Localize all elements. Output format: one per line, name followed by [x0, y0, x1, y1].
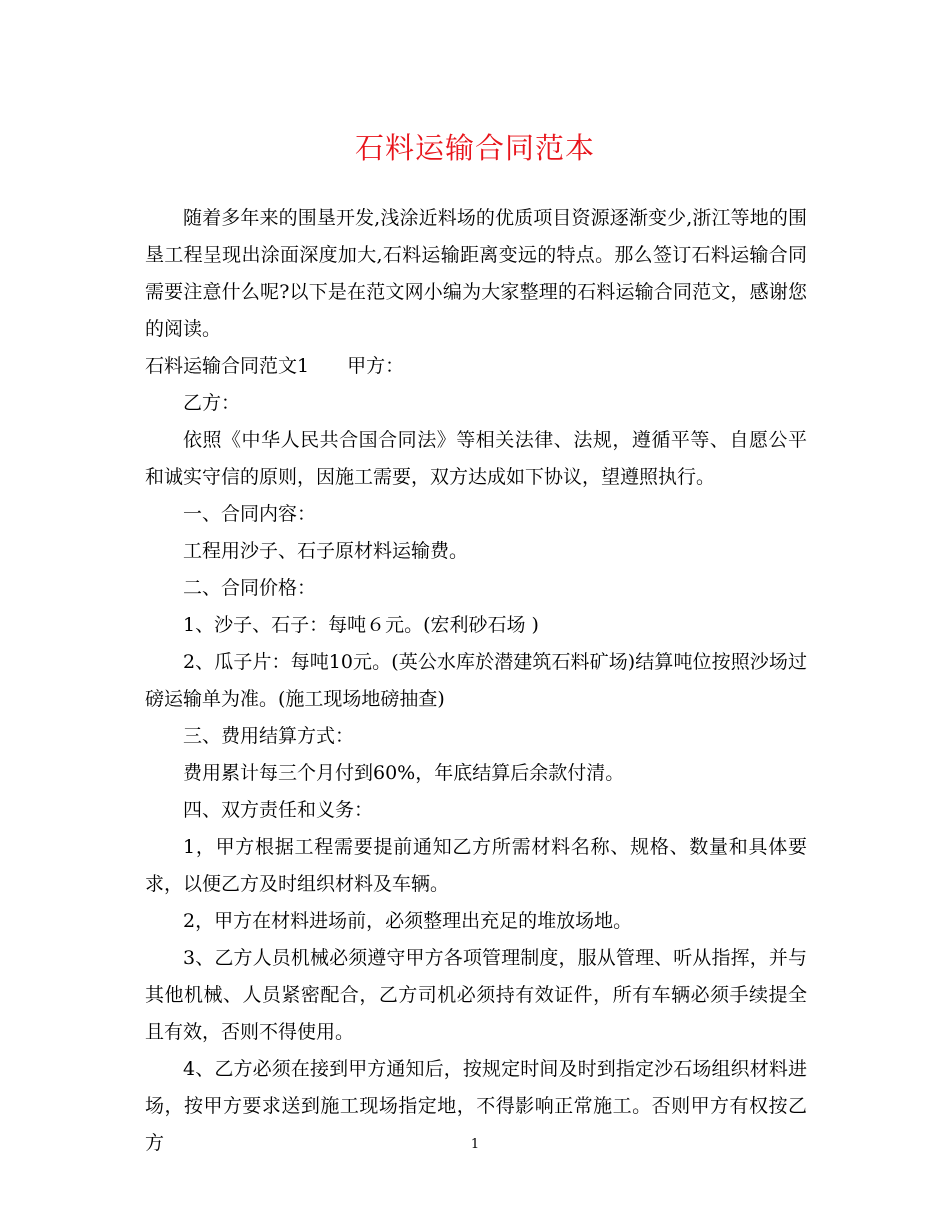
- party-a-label: 甲方：: [347, 355, 405, 377]
- section1-heading: 一、合同内容：: [183, 503, 317, 525]
- duty-item-2: 2，甲方在材料进场前，必须整理出充足的堆放场地。: [183, 910, 633, 932]
- duty-item-3: 3、乙方人员机械必须遵守甲方各项管理制度，服从管理、听从指挥，并与其他机械、人员紧密配合，乙方司机必须持有效证件，所有车辆必须手续提全且有效，否则不得使用。: [145, 947, 807, 1043]
- duty-item-1: 1，甲方根据工程需要提前通知乙方所需材料名称、规格、数量和具体要求，以便乙方及时组织材料及车辆。: [145, 836, 807, 895]
- section3-heading: 三、费用结算方式：: [183, 725, 355, 747]
- sample-heading: 石料运输合同范文1: [145, 355, 310, 377]
- section4-heading: 四、双方责任和义务：: [183, 799, 374, 821]
- section3-text: 费用累计每三个月付到60%，年底结算后余款付清。: [183, 762, 625, 784]
- intro-paragraph: 随着多年来的围垦开发,浅涂近料场的优质项目资源逐渐变少,浙江等地的围垦工程呈现出涂面深度加大,石料运输距离变远的特点。那么签订石料运输合同需要注意什么呢?以下是在范文网小编为大家整理的石料运输合同范文，感谢您的阅读。: [145, 207, 807, 340]
- page-number: 1: [470, 1137, 480, 1152]
- section1-text: 工程用沙子、石子原材料运输费。: [183, 540, 469, 562]
- sample-heading-line: [145, 348, 807, 385]
- section2-heading: 二、合同价格：: [183, 577, 317, 599]
- document-title: 石料运输合同范本: [354, 131, 595, 165]
- price-item-1: 1、沙子、石子：每吨６元。(宏利砂石场 ): [183, 614, 539, 636]
- price-item-2: 2、瓜子片：每吨10元。(英公水库於潜建筑石料矿场)结算吨位按照沙场过磅运输单为准。(施工现场地磅抽查): [145, 651, 807, 710]
- preamble-paragraph: 依照《中华人民共合国合同法》等相关法律、法规，遵循平等、自愿公平和诚实守信的原则，因施工需要，双方达成如下协议，望遵照执行。: [145, 429, 807, 488]
- document-body: [145, 200, 807, 1162]
- duty-item-4: 4、乙方必须在接到甲方通知后，按规定时间及时到指定沙石场组织材料进场，按甲方要求送到施工现场指定地，不得影响正常施工。否则甲方有权按乙方: [145, 1058, 807, 1154]
- party-b-label: 乙方：: [183, 392, 241, 414]
